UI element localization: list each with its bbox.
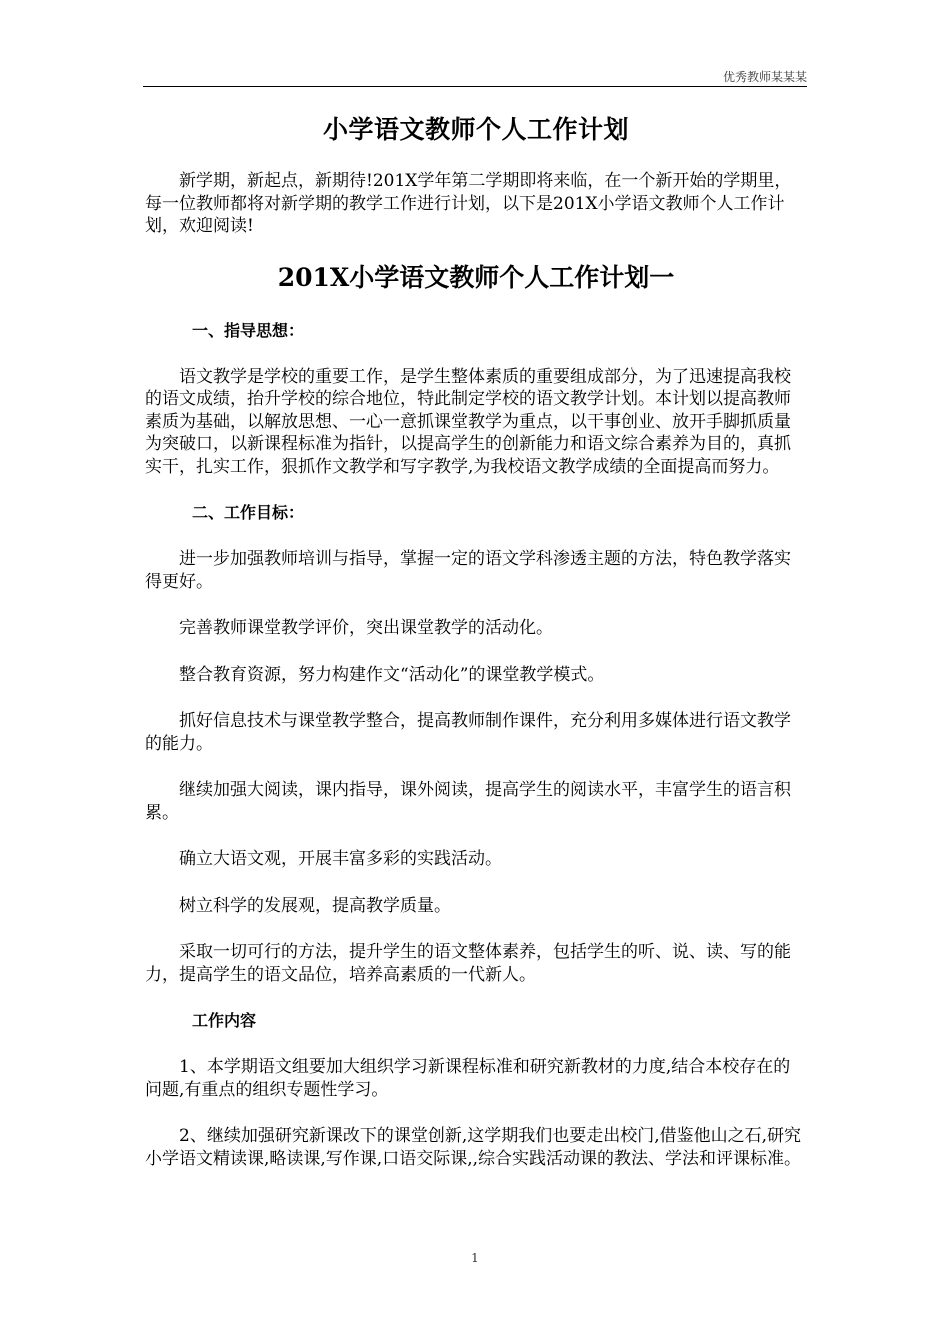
section-title: 201X小学语文教师个人工作计划一 xyxy=(277,262,675,292)
goal-item: 继续加强大阅读，课内指导，课外阅读，提高学生的阅读水平，丰富学生的语言积累。 xyxy=(145,780,791,823)
content-item: 1、本学期语文组要加大组织学习新课程标准和研究新教材的力度,结合本校存在的问题,有重点的组织专题性学习。 xyxy=(145,1057,791,1100)
heading-work-content: 工作内容 xyxy=(192,1011,257,1030)
goal-item: 进一步加强教师培训与指导，掌握一定的语文学科渗透主题的方法，特色教学落实得更好。 xyxy=(145,549,791,592)
goal-item: 整合教育资源，努力构建作文“活动化”的课堂教学模式。 xyxy=(179,664,605,685)
heading-guiding-thought: 一、指导思想： xyxy=(192,320,305,340)
goal-item: 树立科学的发展观，提高教学质量。 xyxy=(179,895,451,916)
document-title: 小学语文教师个人工作计划 xyxy=(322,115,629,144)
goal-item: 采取一切可行的方法，提升学生的语文整体素养，包括学生的听、说、读、写的能力，提高学生的语文品位，培养高素质的一代新人。 xyxy=(145,942,791,985)
document-body xyxy=(145,112,807,1170)
heading-work-goals: 二、工作目标： xyxy=(192,503,305,522)
goal-item: 确立大语文观，开展丰富多彩的实践活动。 xyxy=(179,849,502,869)
header-rule xyxy=(143,86,807,87)
goal-item: 抓好信息技术与课堂教学整合，提高教师制作课件，充分利用多媒体进行语文教学的能力。 xyxy=(145,711,791,754)
page-number: 1 xyxy=(471,1251,479,1265)
content-item: 2、继续加强研究新课改下的课堂创新,这学期我们也要走出校门,借鉴他山之石,研究小学语文精读课,略读课,写作课,口语交际课,,综合实践活动课的教法、学法和评课标准。 xyxy=(145,1126,802,1169)
page-header-text: 优秀教师某某某 xyxy=(722,70,807,84)
intro-paragraph: 新学期，新起点，新期待!201X学年第二学期即将来临，在一个新开始的学期里，每一位教师都将对新学期的教学工作进行计划，以下是201X小学语文教师个人工作计划，欢迎阅读! xyxy=(145,171,792,236)
goal-item: 完善教师课堂教学评价，突出课堂教学的活动化。 xyxy=(179,618,553,638)
paragraph-guiding-thought: 语文教学是学校的重要工作，是学生整体素质的重要组成部分，为了迅速提高我校的语文成绩，抬升学校的综合地位，特此制定学校的语文教学计划。本计划以提高教师素质为基础，以解放思想、一心一意抓课堂教学为重点，以干事创业、放开手脚抓质量为突破口，以新课程标准为指针，以提高学生的创新能力和语文综合素养为目的，真抓实干，扎实工作，狠抓作文教学和写字教学,为我校语文教学成绩的全面提高而努力。 xyxy=(145,366,791,477)
